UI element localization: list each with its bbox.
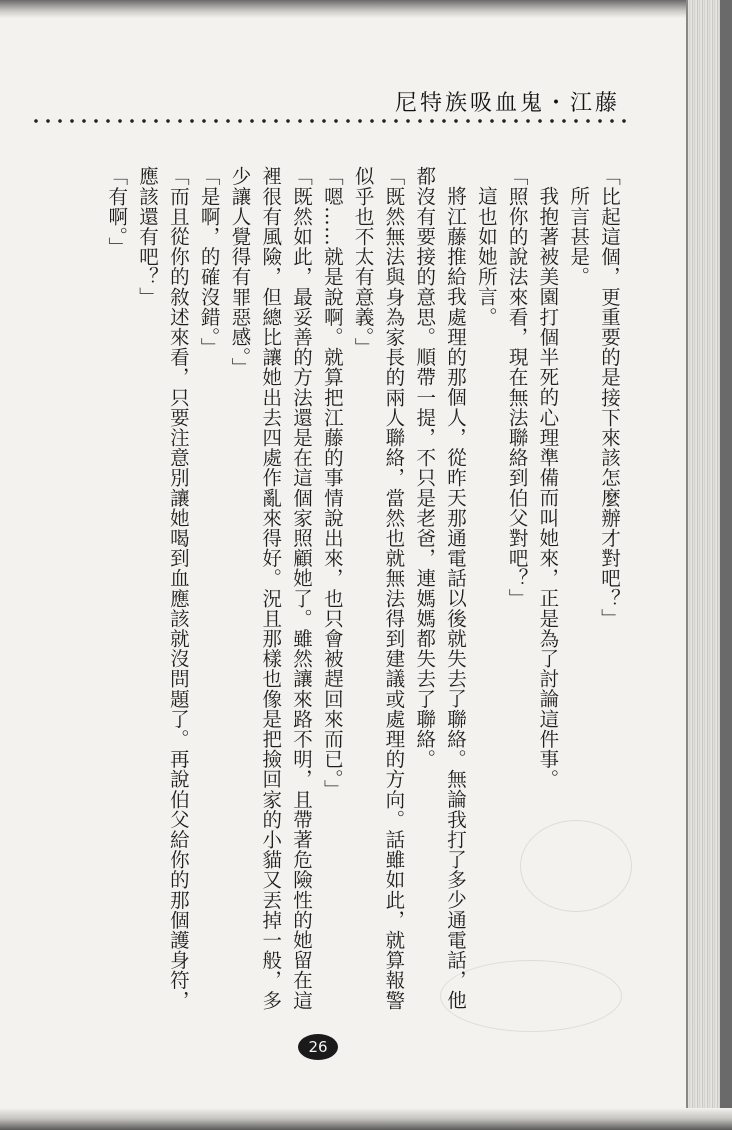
paragraph: 將江藤推給我處理的那個人，從昨天那通電話以後就失去了聯絡。無論我打了多少通電話，他都沒有要接的意思。順帶一提，不只是老爸，連媽媽都失去了聯絡。 — [413, 166, 468, 1010]
paragraph: 所言甚是。 — [567, 185, 591, 286]
paragraph: 「照你的說法來看，現在無法聯絡到伯父對吧？」 — [505, 166, 529, 609]
book-fore-edge — [686, 0, 732, 1130]
scan-top-shadow — [0, 0, 732, 18]
paragraph: 「是啊，的確沒錯。」 — [197, 166, 221, 358]
paragraph: 「有啊。」 — [105, 166, 129, 257]
page-number: 26 — [298, 1034, 338, 1060]
paragraph: 「既然無法與身為家長的兩人聯絡，當然也就無法得到建議或處理的方向。話雖如此，就算報警似乎也不太有意義。」 — [351, 166, 406, 1011]
paragraph: 我抱著被美園打個半死的心理準備而叫她來，正是為了討論這件事。 — [536, 185, 560, 789]
paragraph: 「既然如此，最妥善的方法還是在這個家照顧她了。雖然讓來路不明，且帶著危險性的她留在這裡很有風險，但總比讓她出去四處作亂來得好。況且那樣也像是把撿回家的小貓又丟掉一般，多少讓人覺得有罪惡感。」 — [228, 166, 314, 1011]
paragraph: 「比起這個，更重要的是接下來該怎麼辦才對吧？」 — [598, 166, 621, 629]
paragraph: 「嗯……就是說啊。就算把江藤的事情說出來，也只會被趕回來而已。」 — [320, 166, 344, 800]
header-dotted-rule — [30, 118, 630, 124]
paragraph: 「而且從你的敘述來看，只要注意別讓她喝到血應該就沒問題了。再說伯父給你的那個護身符，應該還有吧？」 — [136, 166, 190, 1011]
scan-bottom-shadow — [0, 1108, 732, 1130]
paragraph: 這也如她所言。 — [474, 185, 498, 327]
running-header-title: 尼特族吸血鬼・江藤 — [394, 91, 620, 116]
vertical-body-text — [84, 166, 624, 1021]
